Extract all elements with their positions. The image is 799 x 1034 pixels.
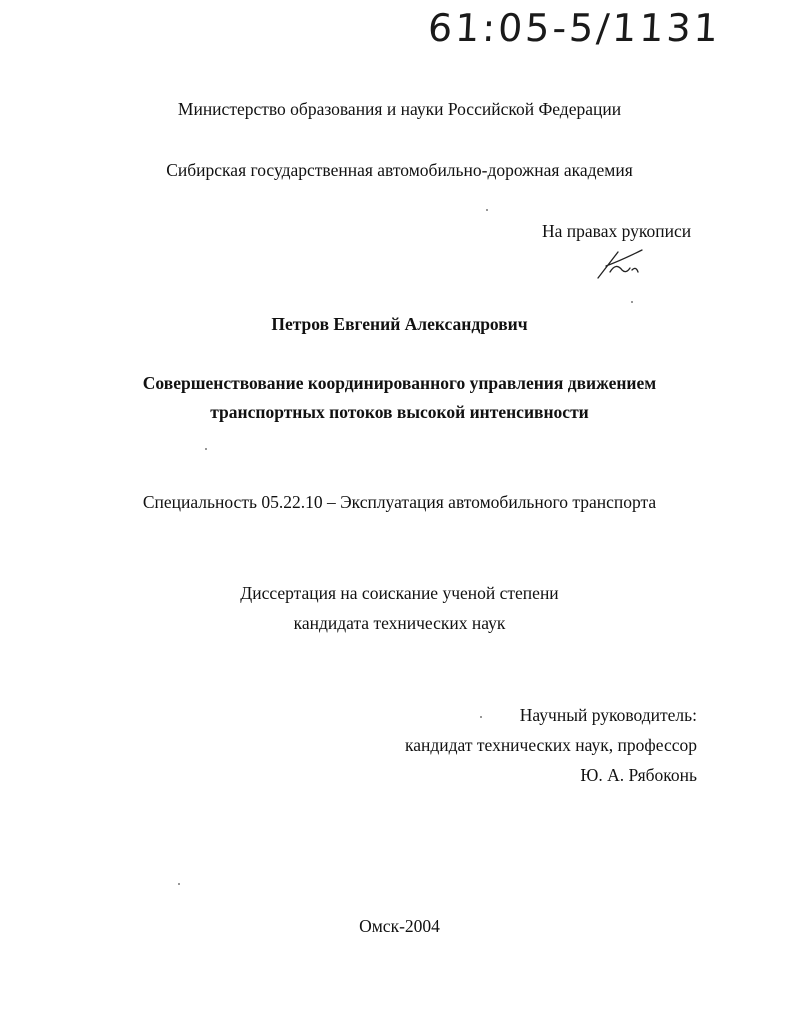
supervisor-name: Ю. А. Рябоконь: [580, 765, 697, 785]
author-name: Петров Евгений Александрович: [271, 314, 528, 334]
dissertation-line-1: Диссертация на соискание ученой степени: [240, 583, 559, 603]
thesis-title-line-1: Совершенствование координированного управления движением: [142, 373, 657, 393]
archive-stamp: 61:05-5/1131: [426, 6, 723, 50]
ministry-name: Министерство образования и науки Российской Федерации: [177, 99, 622, 119]
scan-speck: [486, 209, 488, 211]
supervisor-heading: Научный руководитель:: [519, 705, 697, 725]
city-year: Омск-2004: [359, 916, 440, 936]
scan-speck: [205, 448, 207, 450]
thesis-title-line-2: транспортных потоков высокой интенсивности: [210, 402, 589, 422]
scan-speck: [178, 883, 180, 885]
scan-speck: [631, 301, 633, 303]
supervisor-degree: кандидат технических наук, профессор: [405, 735, 697, 755]
dissertation-line-2: кандидата технических наук: [293, 613, 506, 633]
academy-name: Сибирская государственная автомобильно-дорожная академия: [166, 160, 633, 180]
signature-mark: [592, 246, 644, 282]
manuscript-rights: На правах рукописи: [542, 221, 692, 241]
specialty: Специальность 05.22.10 – Эксплуатация автомобильного транспорта: [142, 492, 657, 512]
scan-speck: [480, 716, 482, 718]
